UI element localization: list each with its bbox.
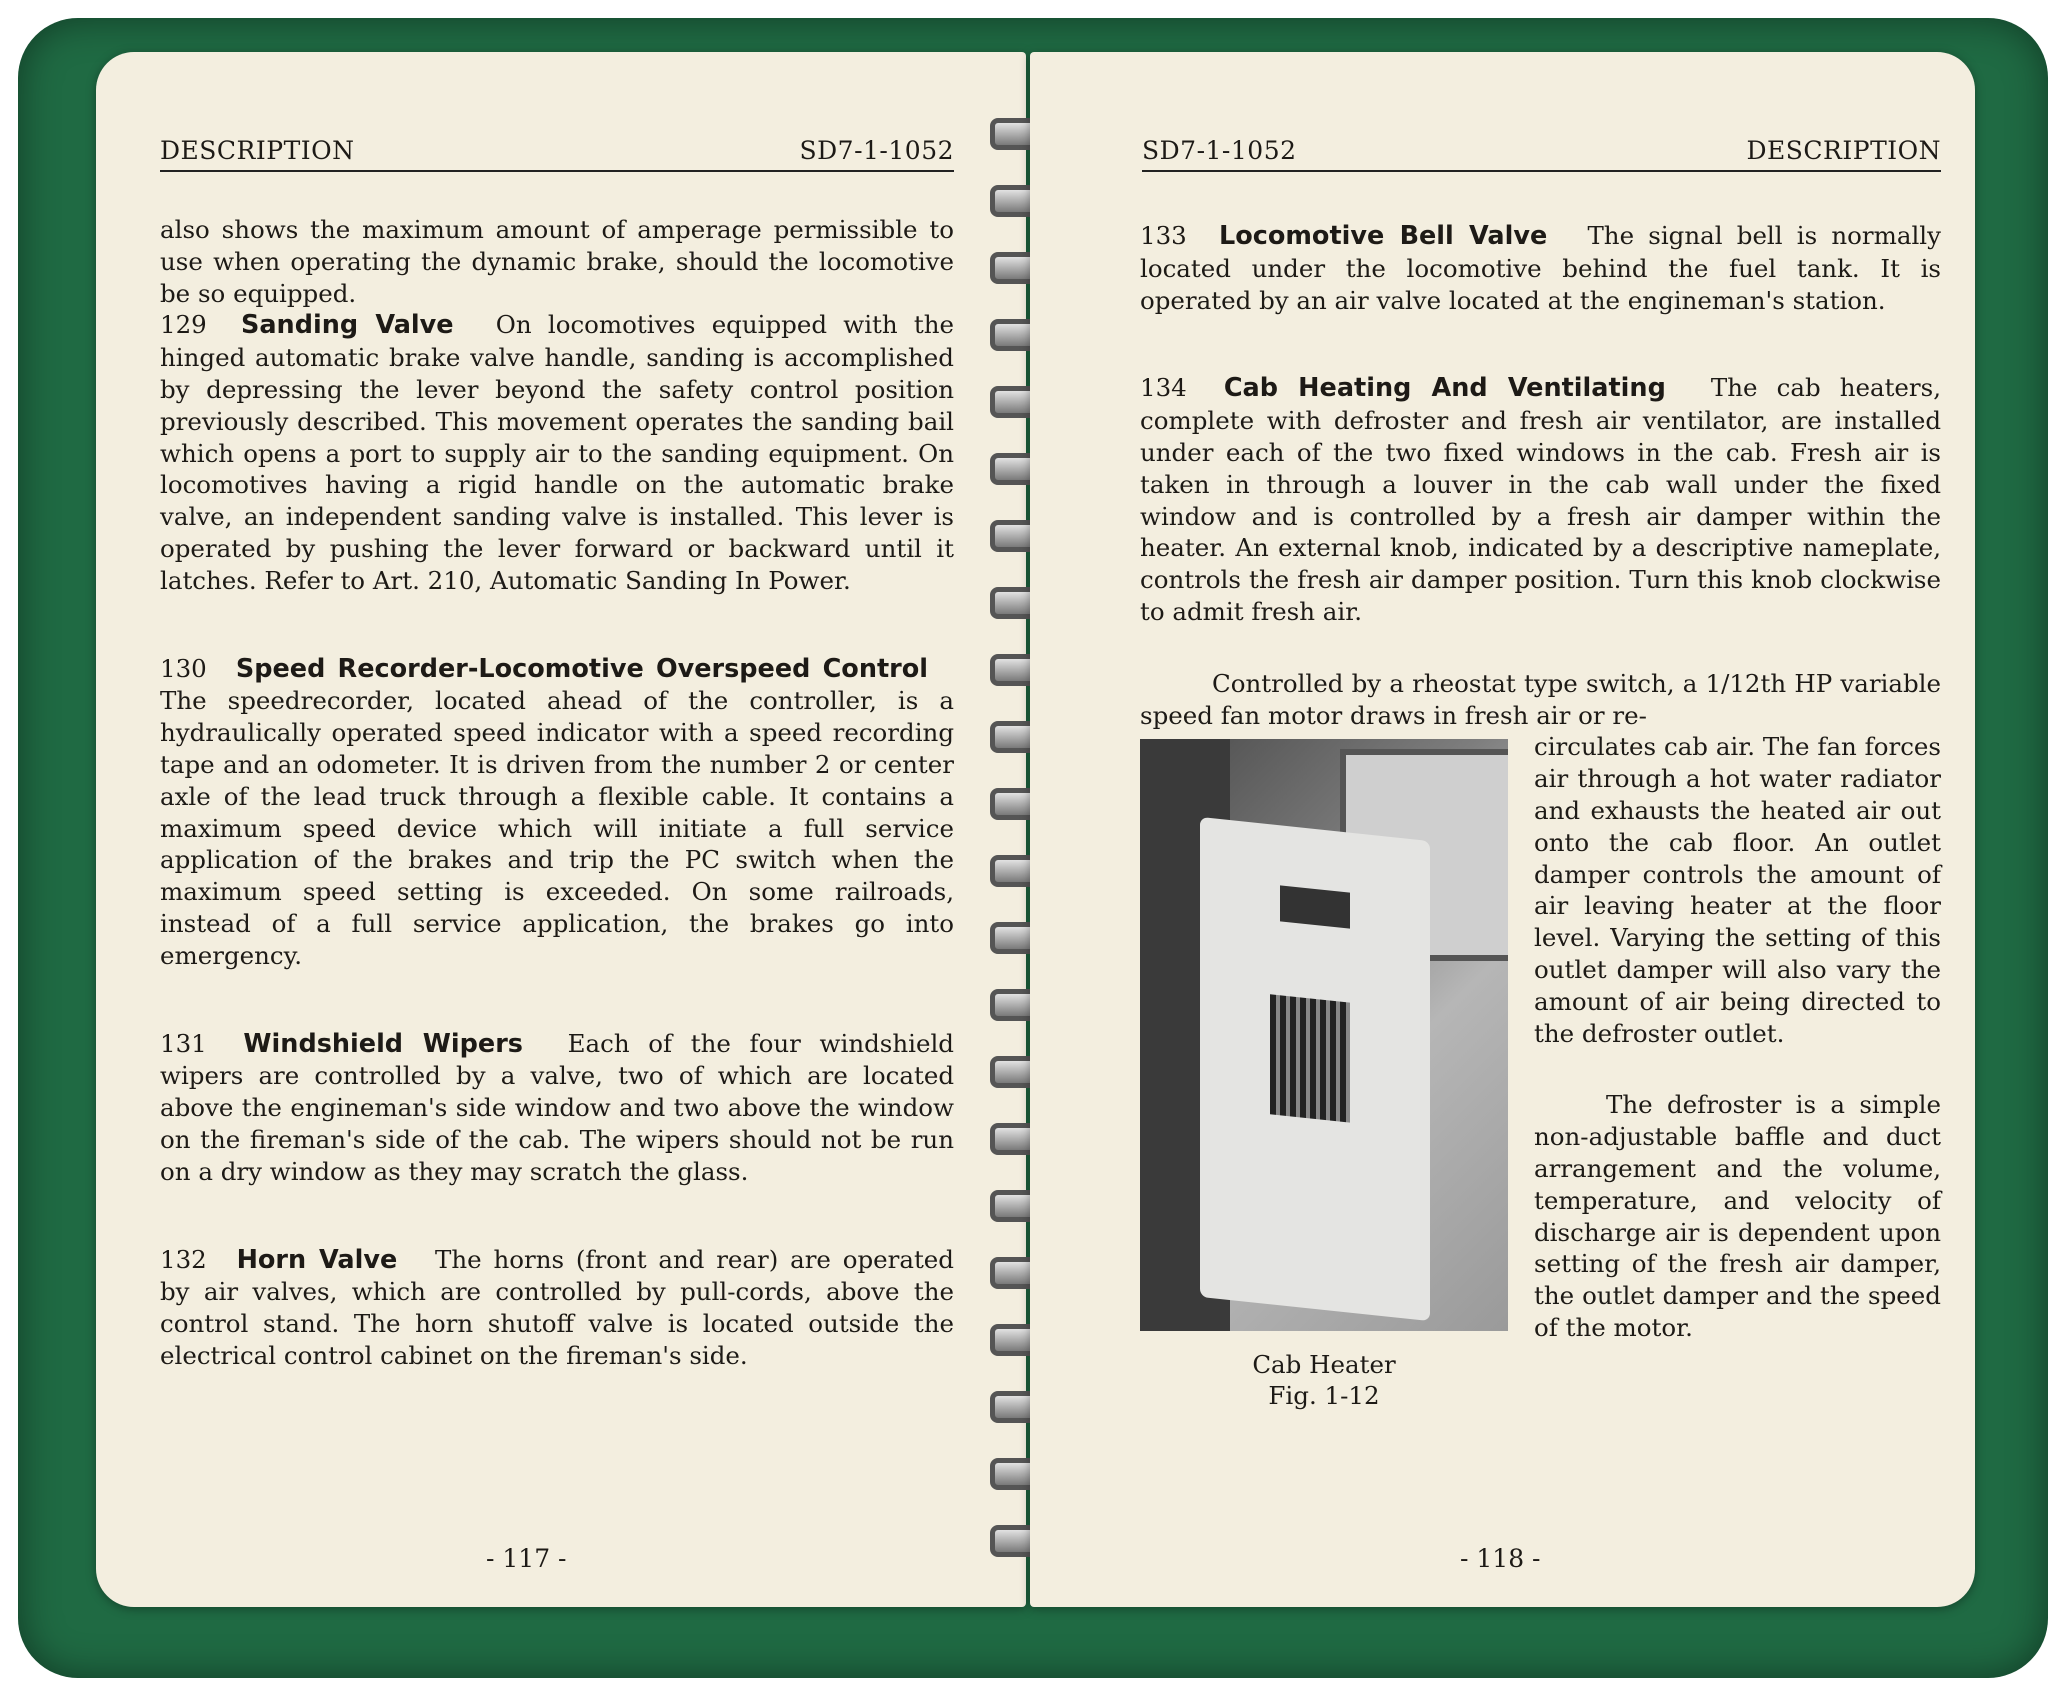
cab-heater-figure (1140, 739, 1508, 1411)
section-number: 129 (160, 310, 207, 340)
left-page-number: - 117 - (486, 1544, 567, 1573)
right-header-section: DESCRIPTION (1746, 136, 1941, 165)
left-page-content (160, 214, 954, 1428)
section-title: Locomotive Bell Valve (1218, 221, 1548, 251)
cab-heater-photo (1140, 739, 1508, 1331)
section-text: On locomotives equipped with the hinged automatic brake valve handle, sanding is accomplished by depressing the lever beyond the safety control position previously described. This movement operates the sanding bail which opens a port to supply air to the sanding equipment. On locomotives having a rigid handle on the automatic brake valve, an independent sanding valve is installed. This lever is operated by pushing the lever forward or backward until it latches. Refer to Art. 210, Automatic Sanding In Power. (160, 310, 954, 595)
right-page-header (1142, 136, 1941, 172)
section-number: 133 (1140, 221, 1187, 250)
section-133 (1140, 220, 1941, 316)
section-number: 130 (160, 653, 207, 683)
section-132 (160, 1244, 954, 1372)
intro-paragraph: also shows the maximum amount of amperage permissible to use when operating the dynamic brake, should the locomotive be so equipped. (160, 215, 954, 308)
right-page-content (1140, 220, 1941, 1419)
right-header-doc-id: SD7-1-1052 (1142, 136, 1297, 165)
section-number: 132 (160, 1244, 207, 1274)
section-title: Sanding Valve (240, 310, 454, 341)
section-title: Windshield Wipers (243, 1028, 523, 1059)
section-number: 134 (1140, 373, 1187, 403)
defroster-paragraph: The defroster is a simple non-adjustable baffle and duct arrangement and the volume, temperature, and velocity of discharge air is dependent upon setting of the fresh air damper, the outlet damper and the speed of the motor. (1534, 1090, 1941, 1342)
section-text: The horns (front and rear) are operated by air valves, which are controlled by pull-cords, above the control stand. The horn shutoff valve is located outside the electrical control cabinet on the fireman's side. (160, 1244, 954, 1370)
section-text: The cab heaters, complete with defroster and fresh air ventilator, are installed under each of the two fixed windows in the cab. Fresh air is taken in through a louver in the cab wall under the fixed window and is controlled by a fresh air damper within the heater. An external knob, indicated by a descriptive nameplate, controls the fresh air damper position. Turn this knob clockwise to admit fresh air. (1140, 373, 1941, 626)
section-text: The signal bell is normally located under the locomotive behind the fuel tank. It is operated by an air valve located at the engineman's station. (1140, 221, 1941, 315)
section-title: Speed Recorder-Locomotive Overspeed Control (235, 653, 929, 684)
figure-caption (1140, 1349, 1508, 1411)
right-page (1030, 52, 1975, 1607)
section-131 (160, 1028, 954, 1188)
section-134 (1140, 372, 1941, 627)
section-text: The speedrecorder, located ahead of the controller, is a hydraulically operated speed indicator with a speed recording tape and an odometer. It is driven from the number 2 or center axle of the lead truck through a flexible cable. It contains a maximum speed device which will initiate a full service application of the brakes and trip the PC switch when the maximum speed setting is exceeded. On some railroads, instead of a full service application, the brakes go into emergency. (160, 686, 954, 970)
left-header-doc-id: SD7-1-1052 (799, 136, 954, 165)
section-130 (160, 653, 954, 972)
fan-paragraph-lead: Controlled by a rheostat type switch, a 1/12th HP variable speed fan motor draws in fresh air or re- (1140, 668, 1941, 730)
figure-caption-title: Cab Heater (1252, 1350, 1396, 1380)
left-page (96, 52, 1026, 1607)
figure-caption-number: Fig. 1-12 (1268, 1381, 1380, 1411)
section-number: 131 (160, 1028, 207, 1058)
section-129 (160, 309, 954, 596)
section-title: Cab Heating And Ventilating (1223, 373, 1666, 404)
right-page-number: - 118 - (1460, 1544, 1541, 1573)
fan-paragraph-rest: circulates cab air. The fan forces air through a hot water radiator and exhausts the heated air out onto the cab floor. An outlet damper controls the amount of air leaving heater at the floor level. Varying the setting of this outlet damper will also vary the amount of air being directed to the defroster outlet. (1534, 732, 1941, 1048)
section-title: Horn Valve (236, 1244, 398, 1275)
section-text: Each of the four windshield wipers are controlled by a valve, two of which are located above the engineman's side window and two above the window on the fireman's side of the cab. The wipers should not be run on a dry window as they may scratch the glass. (160, 1028, 954, 1186)
left-page-header (160, 136, 954, 172)
left-header-section: DESCRIPTION (160, 136, 355, 165)
